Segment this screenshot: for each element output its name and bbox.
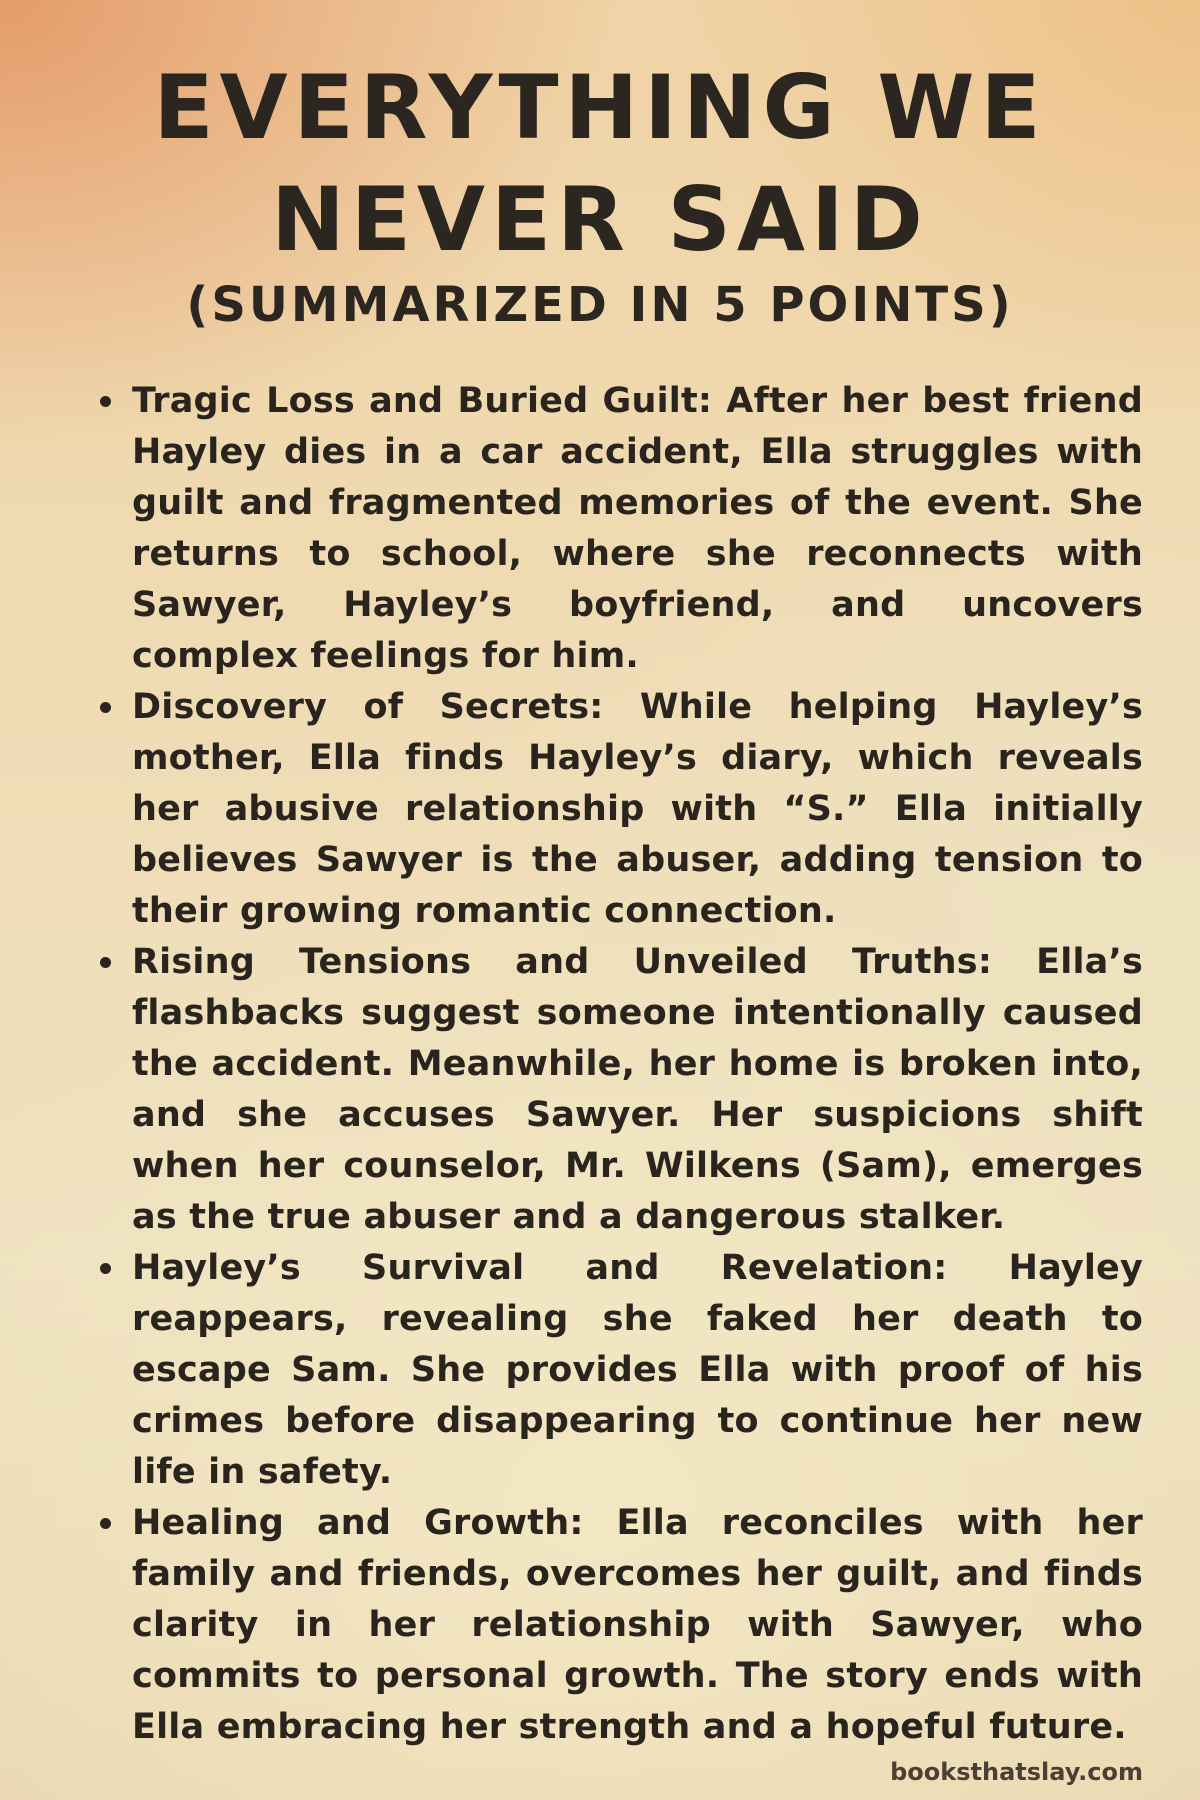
summary-point-text: Healing and Growth: Ella reconciles with her family and friends, overcomes her guilt, and finds clarity in her relationship with Sawyer, who commits to personal growth. The story ends with Ella embracing her strength and a hopeful future. — [132, 1503, 1143, 1747]
bullet-dot-icon — [100, 1263, 111, 1274]
summary-point-1 — [98, 376, 1143, 682]
summary-point-5 — [98, 1498, 1143, 1753]
page-subtitle: (SUMMARIZED IN 5 POINTS) — [186, 277, 1014, 333]
summary-point-text: Discovery of Secrets: While helping Hayley’s mother, Ella finds Hayley’s diary, which reveals her abusive relationship with “S.” Ella initially believes Sawyer is the abuser, adding tension to their growing romantic connection. — [132, 687, 1143, 931]
title-line-1: EVERYTHING WE — [153, 56, 1047, 159]
summary-point-text: Hayley’s Survival and Revelation: Hayley reappears, revealing she faked her death to escape Sam. She provides Ella with proof of his crimes before disappearing to continue her new life in safety. — [132, 1248, 1143, 1492]
summary-point-3 — [98, 937, 1143, 1243]
bullet-dot-icon — [100, 702, 111, 713]
summary-points-list — [98, 376, 1143, 1753]
bullet-dot-icon — [100, 396, 111, 407]
summary-point-text: Rising Tensions and Unveiled Truths: Ella’s flashbacks suggest someone intentionally caused the accident. Meanwhile, her home is broken into, and she accuses Sawyer. Her suspicions shift when her counselor, Mr. Wilkens (Sam), emerges as the true abuser and a dangerous stalker. — [132, 942, 1143, 1237]
summary-point-2 — [98, 682, 1143, 937]
bullet-dot-icon — [100, 957, 111, 968]
bullet-dot-icon — [100, 1518, 111, 1529]
summary-point-4 — [98, 1243, 1143, 1498]
summary-point-text: Tragic Loss and Buried Guilt: After her best friend Hayley dies in a car accident, Ella struggles with guilt and fragmented memories of the event. She returns to school, where she reconnects with Sawyer, Hayley’s boyfriend, and uncovers complex feelings for him. — [132, 381, 1143, 676]
source-website: booksthatslay.com — [890, 1758, 1143, 1786]
title-line-2: NEVER SAID — [271, 168, 929, 271]
page-title — [0, 52, 1200, 276]
